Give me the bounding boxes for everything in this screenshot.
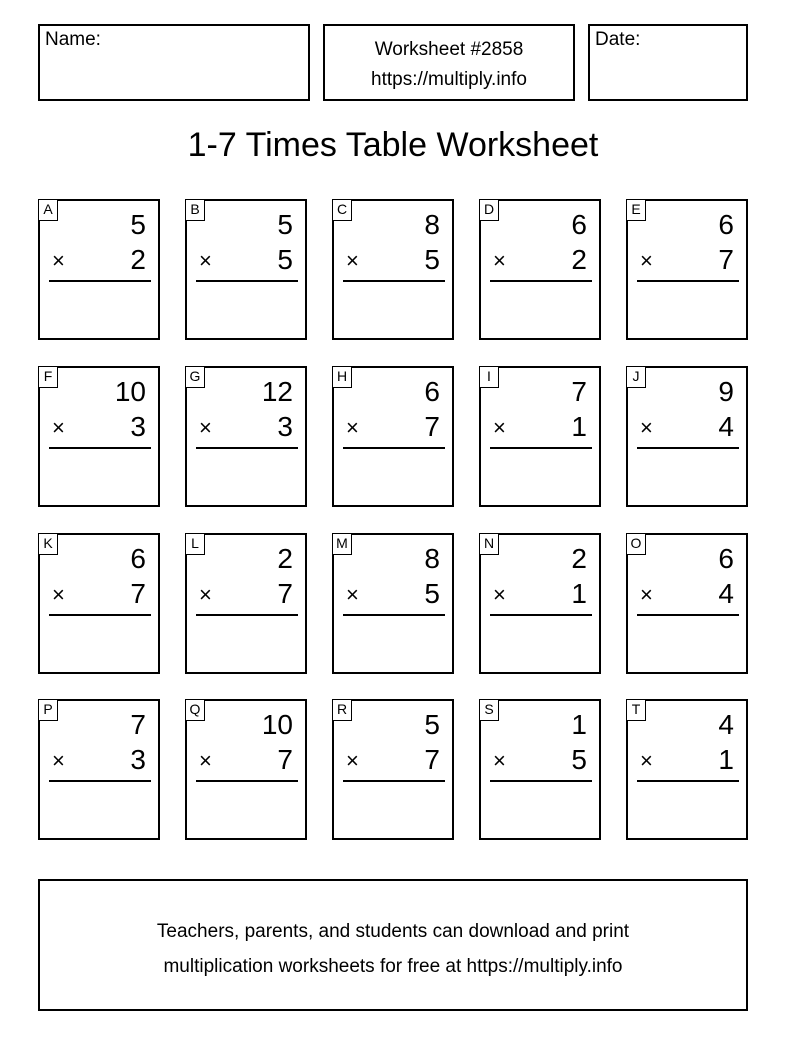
times-sign: ×: [493, 248, 506, 273]
problem-label: A: [38, 199, 58, 221]
multiplier: 7: [718, 244, 734, 275]
problem-card[interactable]: [185, 699, 307, 840]
times-sign: ×: [346, 582, 359, 607]
problem-card[interactable]: [626, 533, 748, 674]
problem-label: I: [479, 366, 499, 388]
multiplicand: 8: [424, 209, 440, 240]
multiplier: 4: [718, 578, 734, 609]
multiplier: 1: [571, 578, 587, 609]
problem-card[interactable]: [38, 533, 160, 674]
times-sign: ×: [52, 415, 65, 440]
times-sign: ×: [346, 748, 359, 773]
multiplicand: 1: [571, 709, 587, 740]
answer-line: [196, 614, 298, 616]
multiplier: 4: [718, 411, 734, 442]
worksheet-info-box: [323, 24, 575, 101]
multiplicand: 5: [130, 209, 146, 240]
problem-card[interactable]: [626, 699, 748, 840]
problem-card[interactable]: [332, 699, 454, 840]
times-sign: ×: [199, 248, 212, 273]
multiplier: 1: [571, 411, 587, 442]
multiplier: 3: [130, 744, 146, 775]
problem-label: F: [38, 366, 58, 388]
times-sign: ×: [199, 415, 212, 440]
multiplier: 2: [571, 244, 587, 275]
multiplicand: 7: [130, 709, 146, 740]
times-sign: ×: [199, 748, 212, 773]
problem-card[interactable]: [479, 699, 601, 840]
multiplicand: 4: [718, 709, 734, 740]
times-sign: ×: [346, 248, 359, 273]
multiplicand: 5: [424, 709, 440, 740]
problem-card[interactable]: [38, 699, 160, 840]
answer-line: [49, 614, 151, 616]
problem-card[interactable]: [185, 366, 307, 507]
footer-line-2: multiplication worksheets for free at https://multiply.info: [163, 956, 623, 977]
times-sign: ×: [493, 582, 506, 607]
worksheet-number: Worksheet #2858: [374, 39, 524, 60]
answer-line: [49, 280, 151, 282]
multiplicand: 8: [424, 543, 440, 574]
multiplier: 3: [130, 411, 146, 442]
answer-line: [490, 280, 592, 282]
multiplicand: 7: [571, 376, 587, 407]
date-field[interactable]: [588, 24, 748, 101]
problem-label: M: [332, 533, 352, 555]
answer-line: [49, 780, 151, 782]
problem-label: O: [626, 533, 646, 555]
worksheet-url: https://multiply.info: [371, 69, 527, 90]
name-field[interactable]: [38, 24, 310, 101]
multiplier: 7: [424, 411, 440, 442]
problem-label: D: [479, 199, 499, 221]
answer-line: [196, 280, 298, 282]
page-title: 1-7 Times Table Worksheet: [187, 126, 599, 164]
times-sign: ×: [640, 582, 653, 607]
problem-label: G: [185, 366, 205, 388]
problem-label: H: [332, 366, 352, 388]
times-sign: ×: [52, 748, 65, 773]
problem-label: J: [626, 366, 646, 388]
footer-line-1: Teachers, parents, and students can download and print: [156, 921, 630, 942]
problem-card[interactable]: [479, 533, 601, 674]
multiplier: 3: [277, 411, 293, 442]
multiplier: 1: [718, 744, 734, 775]
problem-card[interactable]: [38, 366, 160, 507]
multiplicand: 6: [571, 209, 587, 240]
multiplicand: 6: [718, 543, 734, 574]
multiplier: 7: [424, 744, 440, 775]
problem-card[interactable]: [626, 199, 748, 340]
problem-label: L: [185, 533, 205, 555]
answer-line: [343, 614, 445, 616]
problem-card[interactable]: [332, 533, 454, 674]
times-sign: ×: [640, 415, 653, 440]
problem-label: Q: [185, 699, 205, 721]
answer-line: [490, 614, 592, 616]
multiplier: 5: [424, 578, 440, 609]
multiplicand: 12: [261, 376, 293, 407]
problem-label: R: [332, 699, 352, 721]
problem-card[interactable]: [332, 199, 454, 340]
times-sign: ×: [52, 582, 65, 607]
problem-label: K: [38, 533, 58, 555]
multiplicand: 6: [130, 543, 146, 574]
times-sign: ×: [640, 748, 653, 773]
problem-card[interactable]: [332, 366, 454, 507]
multiplicand: 2: [277, 543, 293, 574]
times-sign: ×: [493, 415, 506, 440]
answer-line: [343, 280, 445, 282]
multiplicand: 10: [114, 376, 146, 407]
answer-line: [343, 780, 445, 782]
problem-label: T: [626, 699, 646, 721]
multiplicand: 6: [718, 209, 734, 240]
multiplier: 5: [571, 744, 587, 775]
problem-card[interactable]: [38, 199, 160, 340]
answer-line: [637, 280, 739, 282]
problem-label: C: [332, 199, 352, 221]
multiplier: 7: [130, 578, 146, 609]
answer-line: [49, 447, 151, 449]
multiplicand: 10: [261, 709, 293, 740]
date-label: Date:: [595, 29, 641, 50]
problem-label: N: [479, 533, 499, 555]
answer-line: [196, 780, 298, 782]
times-sign: ×: [493, 748, 506, 773]
multiplier: 2: [130, 244, 146, 275]
answer-line: [343, 447, 445, 449]
multiplier: 7: [277, 578, 293, 609]
problem-card[interactable]: [626, 366, 748, 507]
problem-label: B: [185, 199, 205, 221]
multiplier: 5: [424, 244, 440, 275]
problem-card[interactable]: [479, 366, 601, 507]
footer-box: [38, 879, 748, 1011]
multiplicand: 6: [424, 376, 440, 407]
answer-line: [196, 447, 298, 449]
multiplicand: 9: [718, 376, 734, 407]
answer-line: [490, 780, 592, 782]
multiplicand: 5: [277, 209, 293, 240]
times-sign: ×: [346, 415, 359, 440]
answer-line: [637, 780, 739, 782]
multiplier: 5: [277, 244, 293, 275]
name-label: Name:: [45, 29, 101, 50]
times-sign: ×: [199, 582, 212, 607]
problem-label: E: [626, 199, 646, 221]
problem-card[interactable]: [185, 533, 307, 674]
multiplicand: 2: [571, 543, 587, 574]
problem-label: S: [479, 699, 499, 721]
problem-card[interactable]: [479, 199, 601, 340]
answer-line: [490, 447, 592, 449]
multiplier: 7: [277, 744, 293, 775]
times-sign: ×: [640, 248, 653, 273]
answer-line: [637, 447, 739, 449]
problem-label: P: [38, 699, 58, 721]
answer-line: [637, 614, 739, 616]
times-sign: ×: [52, 248, 65, 273]
problem-card[interactable]: [185, 199, 307, 340]
